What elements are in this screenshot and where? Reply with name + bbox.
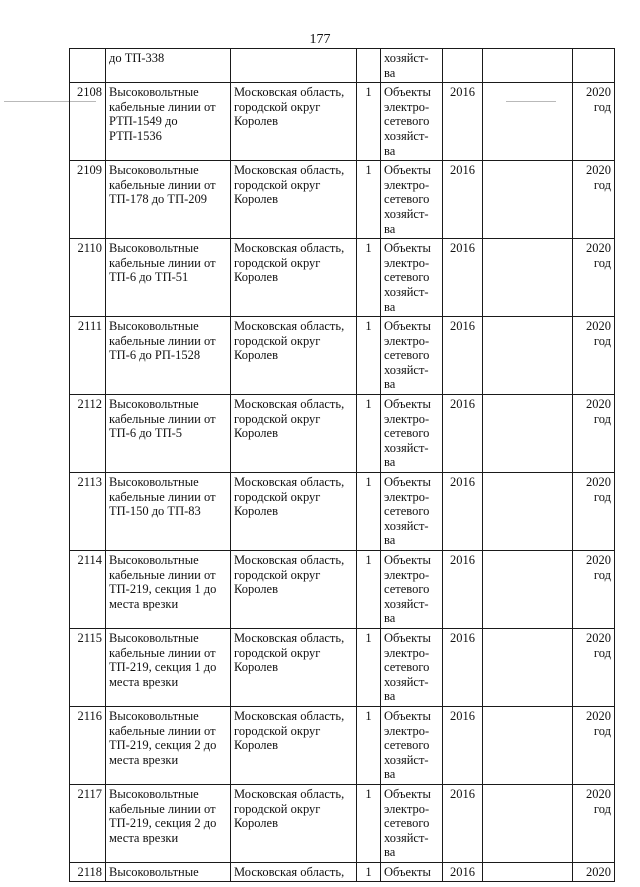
cell-category: Объекты электро-сетевого хозяйст-ва: [381, 551, 443, 629]
table-row: [70, 706, 615, 784]
cell-year: 2016: [443, 628, 483, 706]
cell-empty: [483, 862, 573, 882]
register-table-body: [70, 49, 615, 882]
table-row: [70, 83, 615, 161]
cell-category: Объекты электро-сетевого хозяйст-ва: [381, 317, 443, 395]
cell-location: Московская область,: [231, 862, 357, 882]
cell-year: 2016: [443, 706, 483, 784]
table-row-continued: [70, 49, 615, 83]
cell-number: [70, 49, 106, 83]
table-row: [70, 784, 615, 862]
cell-name: Высоковольтные кабельные линии от ТП-6 до РП-1528: [106, 317, 231, 395]
cell-name: Высоковольтные кабельные линии от РТП-1549 до РТП-1536: [106, 83, 231, 161]
cell-number: 2114: [70, 551, 106, 629]
cell-name: Высоковольтные кабельные линии от ТП-219, секция 2 до места врезки: [106, 706, 231, 784]
register-table: [69, 48, 615, 882]
cell-quantity: 1: [357, 862, 381, 882]
cell-quantity: 1: [357, 83, 381, 161]
cell-empty: [483, 239, 573, 317]
cell-name: Высоковольтные кабельные линии от ТП-178 до ТП-209: [106, 161, 231, 239]
cell-term: [573, 49, 615, 83]
table-row: [70, 317, 615, 395]
cell-year: [443, 49, 483, 83]
cell-category: Объекты электро-сетевого хозяйст-ва: [381, 161, 443, 239]
table-row: [70, 551, 615, 629]
cell-term: 2020: [573, 862, 615, 882]
page-number: 177: [309, 32, 331, 47]
cell-term: 2020 год: [573, 83, 615, 161]
cell-location: Московская область, городской округ Королев: [231, 551, 357, 629]
cell-quantity: 1: [357, 784, 381, 862]
cell-name: Высоковольтные кабельные линии от ТП-150 до ТП-83: [106, 473, 231, 551]
cell-name: Высоковольтные: [106, 862, 231, 882]
cell-location: Московская область, городской округ Королев: [231, 161, 357, 239]
cell-quantity: 1: [357, 317, 381, 395]
cell-location: Московская область, городской округ Королев: [231, 317, 357, 395]
cell-category: Объекты электро-сетевого хозяйст-ва: [381, 395, 443, 473]
cell-empty: [483, 49, 573, 83]
cell-name: Высоковольтные кабельные линии от ТП-219, секция 1 до места врезки: [106, 551, 231, 629]
cell-term: 2020 год: [573, 628, 615, 706]
cell-year: 2016: [443, 161, 483, 239]
cell-empty: [483, 83, 573, 161]
cell-empty: [483, 784, 573, 862]
cell-category: Объекты электро-сетевого хозяйст-ва: [381, 473, 443, 551]
cell-name: Высоковольтные кабельные линии от ТП-219, секция 1 до места врезки: [106, 628, 231, 706]
cell-quantity: 1: [357, 161, 381, 239]
cell-quantity: 1: [357, 706, 381, 784]
cell-quantity: 1: [357, 239, 381, 317]
cell-number: 2116: [70, 706, 106, 784]
cell-number: 2108: [70, 83, 106, 161]
cell-term: 2020 год: [573, 784, 615, 862]
cell-empty: [483, 395, 573, 473]
cell-number: 2112: [70, 395, 106, 473]
cell-empty: [483, 706, 573, 784]
cell-year: 2016: [443, 862, 483, 882]
cell-location: Московская область, городской округ Королев: [231, 784, 357, 862]
cell-category: Объекты электро-сетевого хозяйст-ва: [381, 83, 443, 161]
table-row-partial: [70, 862, 615, 882]
cell-quantity: 1: [357, 395, 381, 473]
cell-term: 2020 год: [573, 161, 615, 239]
cell-category: Объекты: [381, 862, 443, 882]
cell-location: Московская область, городской округ Королев: [231, 628, 357, 706]
table-row: [70, 161, 615, 239]
cell-term: 2020 год: [573, 551, 615, 629]
cell-term: 2020 год: [573, 706, 615, 784]
cell-year: 2016: [443, 551, 483, 629]
cell-number: 2115: [70, 628, 106, 706]
table-row: [70, 473, 615, 551]
cell-empty: [483, 161, 573, 239]
cell-empty: [483, 317, 573, 395]
cell-quantity: 1: [357, 628, 381, 706]
cell-name: до ТП-338: [106, 49, 231, 83]
cell-quantity: 1: [357, 551, 381, 629]
cell-empty: [483, 551, 573, 629]
cell-year: 2016: [443, 395, 483, 473]
cell-number: 2118: [70, 862, 106, 882]
cell-number: 2111: [70, 317, 106, 395]
cell-location: Московская область, городской округ Королев: [231, 83, 357, 161]
cell-location: Московская область, городской округ Королев: [231, 706, 357, 784]
cell-empty: [483, 628, 573, 706]
cell-term: 2020 год: [573, 473, 615, 551]
cell-category: хозяйст- ва: [381, 49, 443, 83]
cell-category: Объекты электро-сетевого хозяйст-ва: [381, 706, 443, 784]
cell-category: Объекты электро-сетевого хозяйст-ва: [381, 784, 443, 862]
cell-location: Московская область, городской округ Королев: [231, 473, 357, 551]
cell-location: [231, 49, 357, 83]
cell-term: 2020 год: [573, 395, 615, 473]
table-row: [70, 239, 615, 317]
cell-year: 2016: [443, 83, 483, 161]
table-row: [70, 628, 615, 706]
cell-year: 2016: [443, 239, 483, 317]
cell-location: Московская область, городской округ Королев: [231, 239, 357, 317]
cell-quantity: 1: [357, 473, 381, 551]
cell-number: 2117: [70, 784, 106, 862]
cell-location: Московская область, городской округ Королев: [231, 395, 357, 473]
cell-empty: [483, 473, 573, 551]
cell-number: 2113: [70, 473, 106, 551]
cell-year: 2016: [443, 317, 483, 395]
cell-name: Высоковольтные кабельные линии от ТП-6 до ТП-5: [106, 395, 231, 473]
cell-name: Высоковольтные кабельные линии от ТП-219, секция 2 до места врезки: [106, 784, 231, 862]
cell-term: 2020 год: [573, 317, 615, 395]
cell-number: 2109: [70, 161, 106, 239]
cell-number: 2110: [70, 239, 106, 317]
table-row: [70, 395, 615, 473]
cell-name: Высоковольтные кабельные линии от ТП-6 до ТП-51: [106, 239, 231, 317]
cell-term: 2020 год: [573, 239, 615, 317]
cell-quantity: [357, 49, 381, 83]
cell-category: Объекты электро-сетевого хозяйст-ва: [381, 239, 443, 317]
cell-category: Объекты электро-сетевого хозяйст-ва: [381, 628, 443, 706]
cell-year: 2016: [443, 784, 483, 862]
cell-year: 2016: [443, 473, 483, 551]
